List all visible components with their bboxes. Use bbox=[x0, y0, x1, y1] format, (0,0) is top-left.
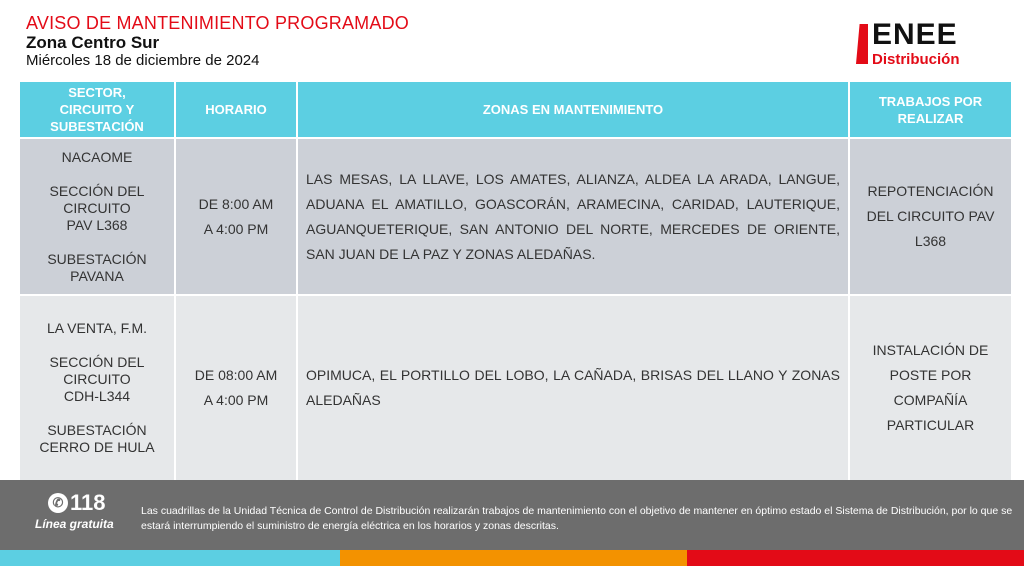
time-to: A 4:00 PM bbox=[203, 392, 269, 408]
phone-number bbox=[48, 490, 106, 516]
circuit: PAV L368 bbox=[66, 216, 128, 233]
table-row bbox=[19, 295, 1012, 481]
section-label: SECCIÓN DEL CIRCUITO bbox=[49, 182, 145, 216]
schedule-cell bbox=[175, 295, 297, 481]
time-from: DE 8:00 AM bbox=[198, 195, 274, 212]
work-cell: INSTALACIÓN DE POSTE POR COMPAÑÍA PARTICULAR bbox=[849, 295, 1012, 481]
substation: PAVANA bbox=[70, 267, 124, 284]
col-zones: ZONAS EN MANTENIMIENTO bbox=[297, 81, 849, 138]
phone-label: Línea gratuita bbox=[35, 517, 114, 531]
stripe-orange bbox=[340, 550, 687, 566]
maintenance-table bbox=[18, 80, 1013, 482]
circuit: CDH-L344 bbox=[63, 388, 131, 404]
footer bbox=[0, 480, 1024, 550]
logo-sub: Distribución bbox=[872, 51, 960, 68]
sector-cell bbox=[19, 295, 175, 481]
substation-label: SUBESTACIÓN bbox=[47, 250, 147, 267]
zones-cell: OPIMUCA, EL PORTILLO DEL LOBO, LA CAÑADA, BRISAS DEL LLANO Y ZONAS ALEDAÑAS bbox=[297, 295, 849, 481]
logo-mark-icon bbox=[856, 24, 868, 64]
logo-brand: ENEE bbox=[872, 18, 958, 51]
col-work: TRABAJOS POR REALIZAR bbox=[849, 81, 1012, 138]
notice-title: AVISO DE MANTENIMIENTO PROGRAMADO bbox=[26, 13, 409, 33]
col-schedule: HORARIO bbox=[175, 81, 297, 138]
table-row bbox=[19, 138, 1012, 295]
notice-date: Miércoles 18 de diciembre de 2024 bbox=[26, 52, 260, 69]
stripe-cyan bbox=[0, 550, 340, 566]
section-label: SECCIÓN DEL CIRCUITO bbox=[49, 354, 145, 387]
schedule-cell bbox=[175, 138, 297, 295]
phone-icon: ✆ bbox=[48, 493, 68, 513]
time-from: DE 08:00 AM bbox=[194, 367, 278, 383]
footer-message: Las cuadrillas de la Unidad Técnica de Control de Distribución realizarán trabajos de mantenimiento con el objetivo de mantener en óptimo estado el Sistema de Distribución, por lo que se estará interrumpiendo el suministro de energía eléctrica en los horarios y zonas descritas. bbox=[141, 505, 1013, 532]
col-sector: SECTOR, CIRCUITO Y SUBESTACIÓN bbox=[19, 81, 175, 138]
work-cell: REPOTENCIACIÓN DEL CIRCUITO PAV L368 bbox=[849, 138, 1012, 295]
zones-cell: LAS MESAS, LA LLAVE, LOS AMATES, ALIANZA, ALDEA LA ARADA, LANGUE, ADUANA EL AMATILLO, GOASCORÁN, ARAMECINA, CARIDAD, LAUTERIQUE, AGUANQUETERIQUE, SAN ANTONIO DEL NORTE, MERCEDES DE ORIENTE, SAN JUAN DE LA PAZ Y ZONAS ALEDAÑAS. bbox=[297, 138, 849, 295]
substation-label: SUBESTACIÓN bbox=[47, 422, 147, 438]
sector: NACAOME bbox=[61, 148, 133, 165]
phone-text: 118 bbox=[70, 490, 106, 515]
stripe-red bbox=[687, 550, 1024, 566]
time-to: A 4:00 PM bbox=[203, 220, 269, 237]
sector: LA VENTA, F.M. bbox=[46, 320, 148, 336]
sector-cell bbox=[19, 138, 175, 295]
substation: CERRO DE HULA bbox=[39, 439, 155, 455]
enee-logo bbox=[856, 20, 996, 70]
zone-name: Zona Centro Sur bbox=[26, 33, 160, 52]
